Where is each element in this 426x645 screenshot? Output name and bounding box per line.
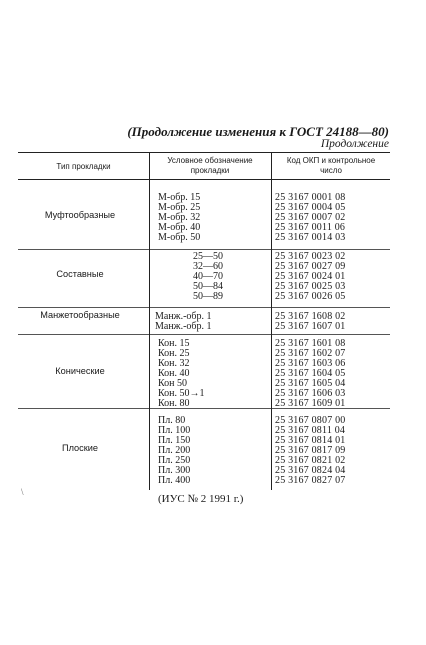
designation-cell: Кон. 15 (158, 338, 190, 349)
designation-list (158, 339, 274, 409)
code-cell: 25 3167 1607 01 (275, 321, 346, 332)
designation-cell: 25—50 (193, 251, 223, 262)
designation-cell: Кон 50 (158, 378, 188, 389)
designation-cell: Кон. 32 (158, 358, 190, 369)
continuation-label: Продолжение (320, 138, 389, 150)
designation-cell: 40—70 (193, 271, 223, 282)
type-label: Конические (55, 366, 105, 376)
type-label: Плоские (61, 443, 99, 453)
designation-cell: Пл. 250 (158, 455, 191, 466)
code-cell: 25 3167 0007 02 (275, 212, 346, 223)
code-cell: 25 3167 1605 04 (275, 378, 346, 389)
designation-cell: Кон. 80 (158, 398, 190, 409)
column-rule (149, 152, 150, 490)
code-cell: 25 3167 0027 09 (275, 261, 346, 272)
code-cell: 25 3167 1601 08 (275, 338, 346, 349)
designation-cell: Манж.-обр. 1 (155, 311, 212, 322)
code-cell: 25 3167 0024 01 (275, 271, 346, 282)
code-list (275, 312, 387, 332)
type-label: Манжетообразные (40, 310, 120, 320)
code-cell: 25 3167 0025 03 (275, 281, 346, 292)
designation-list (158, 193, 274, 243)
designation-cell: Кон. 25 (158, 348, 190, 359)
designation-list (155, 312, 271, 332)
code-cell: 25 3167 1608 02 (275, 311, 346, 322)
designation-cell: 32—60 (193, 261, 223, 272)
code-cell: 25 3167 1609 01 (275, 398, 346, 409)
group-divider (18, 307, 390, 308)
code-list (275, 193, 387, 243)
designation-cell: М-обр. 32 (158, 212, 201, 223)
code-list (275, 339, 387, 409)
designation-cell: Пл. 300 (158, 465, 191, 476)
code-cell: 25 3167 0011 06 (275, 222, 346, 233)
code-cell: 25 3167 1603 06 (275, 358, 346, 369)
designation-cell: 50—89 (193, 291, 223, 302)
code-list (275, 416, 387, 486)
header-bottom-rule (18, 179, 390, 180)
code-cell: 25 3167 0817 09 (275, 445, 346, 456)
code-cell: 25 3167 0824 04 (275, 465, 346, 476)
amendment-title: (Продолжение изменения к ГОСТ 24188—80) (127, 124, 389, 139)
designation-cell: М-обр. 40 (158, 222, 201, 233)
code-cell: 25 3167 0004 05 (275, 202, 346, 213)
code-cell: 25 3167 0014 03 (275, 232, 346, 243)
type-label: Составные (56, 269, 104, 279)
code-cell: 25 3167 1604 05 (275, 368, 346, 379)
designation-cell: Кон. 50→1 (158, 388, 205, 399)
designation-cell: Манж.-обр. 1 (155, 321, 212, 332)
designation-cell: М-обр. 15 (158, 192, 201, 203)
code-cell: 25 3167 0814 01 (275, 435, 346, 446)
code-cell: 25 3167 0807 00 (275, 415, 346, 426)
code-cell: 25 3167 0811 04 (275, 425, 346, 436)
code-list (275, 252, 387, 302)
designation-cell: Кон. 40 (158, 368, 190, 379)
group-divider (18, 334, 390, 335)
designation-cell: Пл. 200 (158, 445, 191, 456)
group-divider (18, 249, 390, 250)
type-label: Муфтообразные (44, 210, 116, 220)
code-cell: 25 3167 0827 07 (275, 475, 346, 486)
header-code: Код ОКП и контрольное число (286, 156, 376, 175)
table-top-rule (18, 152, 390, 153)
header-designation: Условное обозначение прокладки (167, 156, 253, 175)
publication-note: (ИУС № 2 1991 г.) (158, 493, 244, 505)
header-type: Тип прокладки (56, 162, 111, 171)
designation-cell: Пл. 400 (158, 475, 191, 486)
code-cell: 25 3167 0023 02 (275, 251, 346, 262)
designation-cell: Пл. 150 (158, 435, 191, 446)
code-cell: 25 3167 1606 03 (275, 388, 346, 399)
designation-cell: Пл. 100 (158, 425, 191, 436)
code-cell: 25 3167 0821 02 (275, 455, 346, 466)
designation-list (155, 252, 261, 302)
designation-list (158, 416, 274, 486)
designation-cell: М-обр. 50 (158, 232, 201, 243)
margin-mark: \ (21, 487, 24, 497)
gasket-table (18, 152, 390, 490)
code-cell: 25 3167 1602 07 (275, 348, 346, 359)
code-cell: 25 3167 0001 08 (275, 192, 346, 203)
code-cell: 25 3167 0026 05 (275, 291, 346, 302)
designation-cell: М-обр. 25 (158, 202, 201, 213)
designation-cell: 50—84 (193, 281, 223, 292)
designation-cell: Пл. 80 (158, 415, 186, 426)
